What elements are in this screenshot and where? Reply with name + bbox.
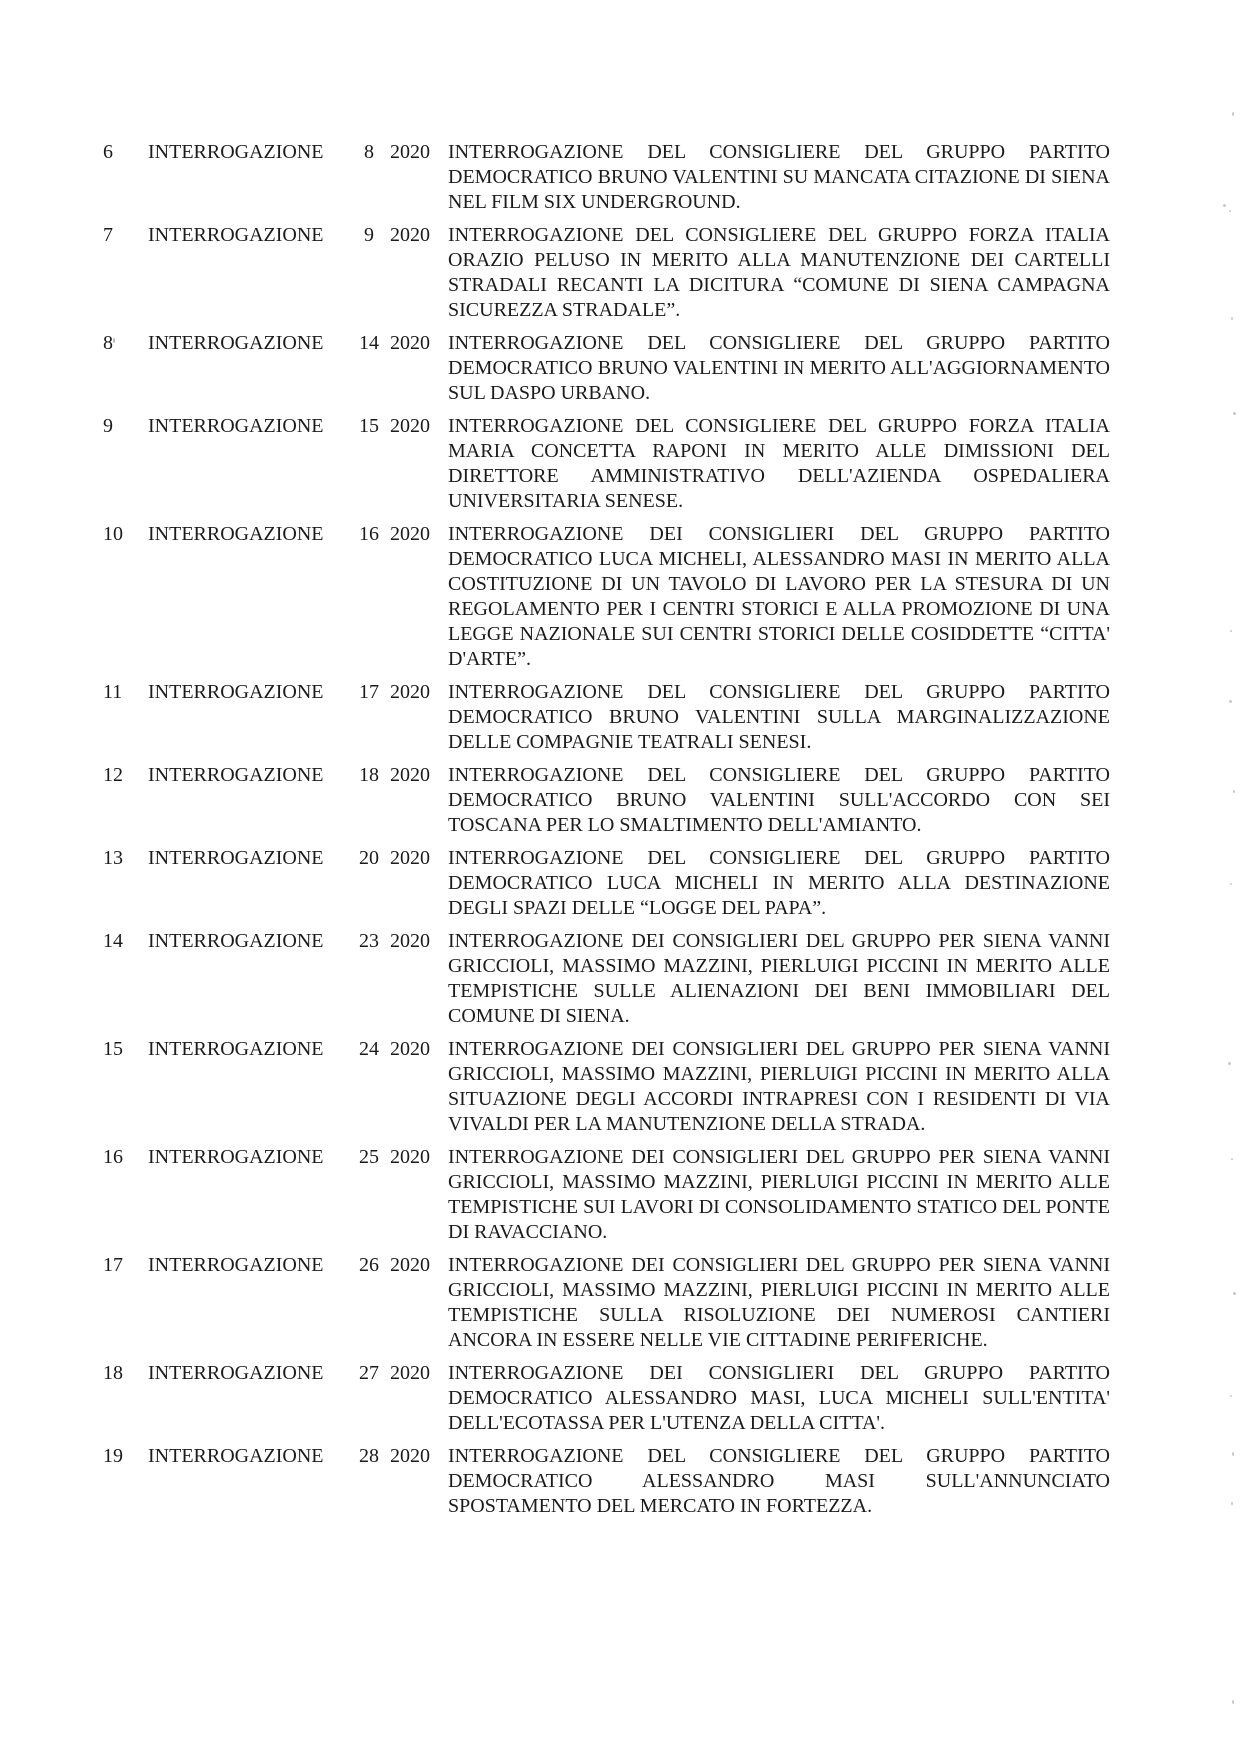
entry-year: 2020	[390, 764, 430, 786]
entry-description: INTERROGAZIONE DEI CONSIGLIERI DEL GRUPPO PARTITO DEMOCRATICO LUCA MICHELI, ALESSANDRO MASI IN MERITO ALLA COSTITUZIONE DI UN TAVOLO DI LAVORO PER LA STESURA DI UN REGOLAMENTO PER I CENTRI STORICI E ALLA PROMOZIONE DI UNA LEGGE NAZIONALE SUI CENTRI STORICI DELLE COSIDDETTE “CITTA' D'ARTE”.	[448, 523, 1110, 670]
entry-type: INTERROGAZIONE	[148, 415, 324, 437]
scan-speck	[1232, 1452, 1234, 1456]
entry-index: 17	[103, 1254, 123, 1276]
entry-description: INTERROGAZIONE DEI CONSIGLIERI DEL GRUPPO PER SIENA VANNI GRICCIOLI, MASSIMO MAZZINI, PIERLUIGI PICCINI IN MERITO ALLE TEMPISTICHE SULLE ALIENAZIONI DEI BENI IMMOBILIARI DEL COMUNE DI SIENA.	[448, 930, 1110, 1027]
entry-number: 20	[359, 847, 379, 869]
scan-speck	[1229, 210, 1231, 212]
entry-row	[100, 680, 1110, 755]
entry-type: INTERROGAZIONE	[148, 930, 324, 952]
entry-type: INTERROGAZIONE	[148, 681, 324, 703]
entry-index: 14	[103, 930, 123, 952]
entry-index: 6	[103, 141, 113, 163]
entry-row	[100, 1361, 1110, 1436]
entry-index: 10	[103, 523, 123, 545]
entry-row	[100, 331, 1110, 406]
entry-index: 18	[103, 1362, 123, 1384]
entry-description: INTERROGAZIONE DEL CONSIGLIERE DEL GRUPPO PARTITO DEMOCRATICO BRUNO VALENTINI SULLA MARGINALIZZAZIONE DELLE COMPAGNIE TEATRALI SENESI.	[448, 681, 1110, 753]
entry-year: 2020	[390, 141, 430, 163]
entry-description: INTERROGAZIONE DEL CONSIGLIERE DEL GRUPPO PARTITO DEMOCRATICO BRUNO VALENTINI SU MANCATA CITAZIONE DI SIENA NEL FILM SIX UNDERGROUND.	[448, 141, 1110, 213]
scan-speck	[1233, 412, 1236, 415]
entry-type: INTERROGAZIONE	[148, 141, 324, 163]
entry-index: 13	[103, 847, 123, 869]
entry-row	[100, 929, 1110, 1029]
entry-number: 27	[359, 1362, 379, 1384]
entry-number: 16	[359, 523, 379, 545]
entry-type: INTERROGAZIONE	[148, 1445, 324, 1467]
entry-description: INTERROGAZIONE DEL CONSIGLIERE DEL GRUPPO PARTITO DEMOCRATICO LUCA MICHELI IN MERITO ALLA DESTINAZIONE DEGLI SPAZI DELLE “LOGGE DEL PAPA”.	[448, 847, 1110, 919]
entry-row	[100, 522, 1110, 672]
entry-index: 16	[103, 1146, 123, 1168]
entry-year: 2020	[390, 1146, 430, 1168]
entry-row	[100, 763, 1110, 838]
scan-speck	[1228, 1062, 1231, 1065]
entry-type: INTERROGAZIONE	[148, 764, 324, 786]
entry-index: 9	[103, 415, 113, 437]
entry-number: 14	[359, 332, 379, 354]
entry-type: INTERROGAZIONE	[148, 1146, 324, 1168]
entry-index: 19	[103, 1445, 123, 1467]
scan-speck	[1231, 1158, 1233, 1160]
scan-speck	[1231, 1502, 1233, 1505]
scan-speck	[1232, 1700, 1234, 1704]
scan-speck	[1232, 112, 1234, 116]
entry-row	[100, 846, 1110, 921]
entry-type: INTERROGAZIONE	[148, 1254, 324, 1276]
entry-index: 12	[103, 764, 123, 786]
entry-row	[100, 1037, 1110, 1137]
entry-description: INTERROGAZIONE DEL CONSIGLIERE DEL GRUPPO PARTITO DEMOCRATICO BRUNO VALENTINI SULL'ACCORDO CON SEI TOSCANA PER LO SMALTIMENTO DELL'AMIANTO.	[448, 764, 1110, 836]
entry-index: 15	[103, 1038, 123, 1060]
entry-number: 23	[359, 930, 379, 952]
entry-description: INTERROGAZIONE DEI CONSIGLIERI DEL GRUPPO PER SIENA VANNI GRICCIOLI, MASSIMO MAZZINI, PIERLUIGI PICCINI IN MERITO ALLE TEMPISTICHE SULLA RISOLUZIONE DEI NUMEROSI CANTIERI ANCORA IN ESSERE NELLE VIE CITTADINE PERIFERICHE.	[448, 1254, 1110, 1351]
entry-row	[100, 140, 1110, 215]
entry-number: 17	[359, 681, 379, 703]
entry-year: 2020	[390, 1254, 430, 1276]
entry-year: 2020	[390, 224, 430, 246]
entry-year: 2020	[390, 1362, 430, 1384]
entries-list	[100, 140, 1110, 1527]
entry-index: 7	[103, 224, 113, 246]
entry-row	[100, 414, 1110, 514]
entry-year: 2020	[390, 847, 430, 869]
entry-row	[100, 1145, 1110, 1245]
entry-type: INTERROGAZIONE	[148, 1038, 324, 1060]
entry-description: INTERROGAZIONE DEI CONSIGLIERI DEL GRUPPO PARTITO DEMOCRATICO ALESSANDRO MASI, LUCA MICHELI SULL'ENTITA' DELL'ECOTASSA PER L'UTENZA DELLA CITTA'.	[448, 1362, 1110, 1434]
scan-speck	[113, 338, 115, 343]
scan-speck	[1223, 204, 1226, 207]
entry-number: 26	[359, 1254, 379, 1276]
scan-speck	[1229, 700, 1232, 703]
entry-year: 2020	[390, 681, 430, 703]
entry-year: 2020	[390, 1445, 430, 1467]
entry-index: 8	[103, 332, 113, 354]
entry-year: 2020	[390, 930, 430, 952]
entry-description: INTERROGAZIONE DEL CONSIGLIERE DEL GRUPPO FORZA ITALIA MARIA CONCETTA RAPONI IN MERITO ALLE DIMISSIONI DEL DIRETTORE AMMINISTRATIVO DELL'AZIENDA OSPEDALIERA UNIVERSITARIA SENESE.	[448, 415, 1110, 512]
scan-speck	[1230, 1395, 1232, 1397]
scan-speck	[1233, 1292, 1236, 1295]
entry-description: INTERROGAZIONE DEI CONSIGLIERI DEL GRUPPO PER SIENA VANNI GRICCIOLI, MASSIMO MAZZINI, PIERLUIGI PICCINI IN MERITO ALLA SITUAZIONE DEGLI ACCORDI INTRAPRESI CON I RESIDENTI DI VIA VIVALDI PER LA MANUTENZIONE DELLA STRADA.	[448, 1038, 1110, 1135]
entry-type: INTERROGAZIONE	[148, 332, 324, 354]
entry-index: 11	[103, 681, 123, 703]
entry-number: 24	[359, 1038, 379, 1060]
entry-description: INTERROGAZIONE DEI CONSIGLIERI DEL GRUPPO PER SIENA VANNI GRICCIOLI, MASSIMO MAZZINI, PIERLUIGI PICCINI IN MERITO ALLE TEMPISTICHE SUI LAVORI DI CONSOLIDAMENTO STATICO DEL PONTE DI RAVACCIANO.	[448, 1146, 1110, 1243]
entry-row	[100, 1444, 1110, 1519]
scan-speck	[1233, 790, 1235, 793]
entry-number: 28	[359, 1445, 379, 1467]
entry-type: INTERROGAZIONE	[148, 847, 324, 869]
entry-number: 8	[364, 141, 374, 163]
entry-number: 18	[359, 764, 379, 786]
entry-row	[100, 1253, 1110, 1353]
scan-speck	[1230, 883, 1232, 885]
entry-number: 15	[359, 415, 379, 437]
entry-year: 2020	[390, 1038, 430, 1060]
entry-year: 2020	[390, 415, 430, 437]
entry-type: INTERROGAZIONE	[148, 224, 324, 246]
entry-number: 9	[364, 224, 374, 246]
scan-speck	[1231, 317, 1233, 320]
entry-year: 2020	[390, 523, 430, 545]
entry-year: 2020	[390, 332, 430, 354]
entry-description: INTERROGAZIONE DEL CONSIGLIERE DEL GRUPPO PARTITO DEMOCRATICO BRUNO VALENTINI IN MERITO ALL'AGGIORNAMENTO SUL DASPO URBANO.	[448, 332, 1110, 404]
entry-description: INTERROGAZIONE DEL CONSIGLIERE DEL GRUPPO PARTITO DEMOCRATICO ALESSANDRO MASI SULL'ANNUNCIATO SPOSTAMENTO DEL MERCATO IN FORTEZZA.	[448, 1445, 1110, 1517]
entry-type: INTERROGAZIONE	[148, 1362, 324, 1384]
entry-description: INTERROGAZIONE DEL CONSIGLIERE DEL GRUPPO FORZA ITALIA ORAZIO PELUSO IN MERITO ALLA MANUTENZIONE DEI CARTELLI STRADALI RECANTI LA DICITURA “COMUNE DI SIENA CAMPAGNA SICUREZZA STRADALE”.	[448, 224, 1110, 321]
scan-speck	[1230, 630, 1232, 632]
entry-type: INTERROGAZIONE	[148, 523, 324, 545]
entry-row	[100, 223, 1110, 323]
entry-number: 25	[359, 1146, 379, 1168]
